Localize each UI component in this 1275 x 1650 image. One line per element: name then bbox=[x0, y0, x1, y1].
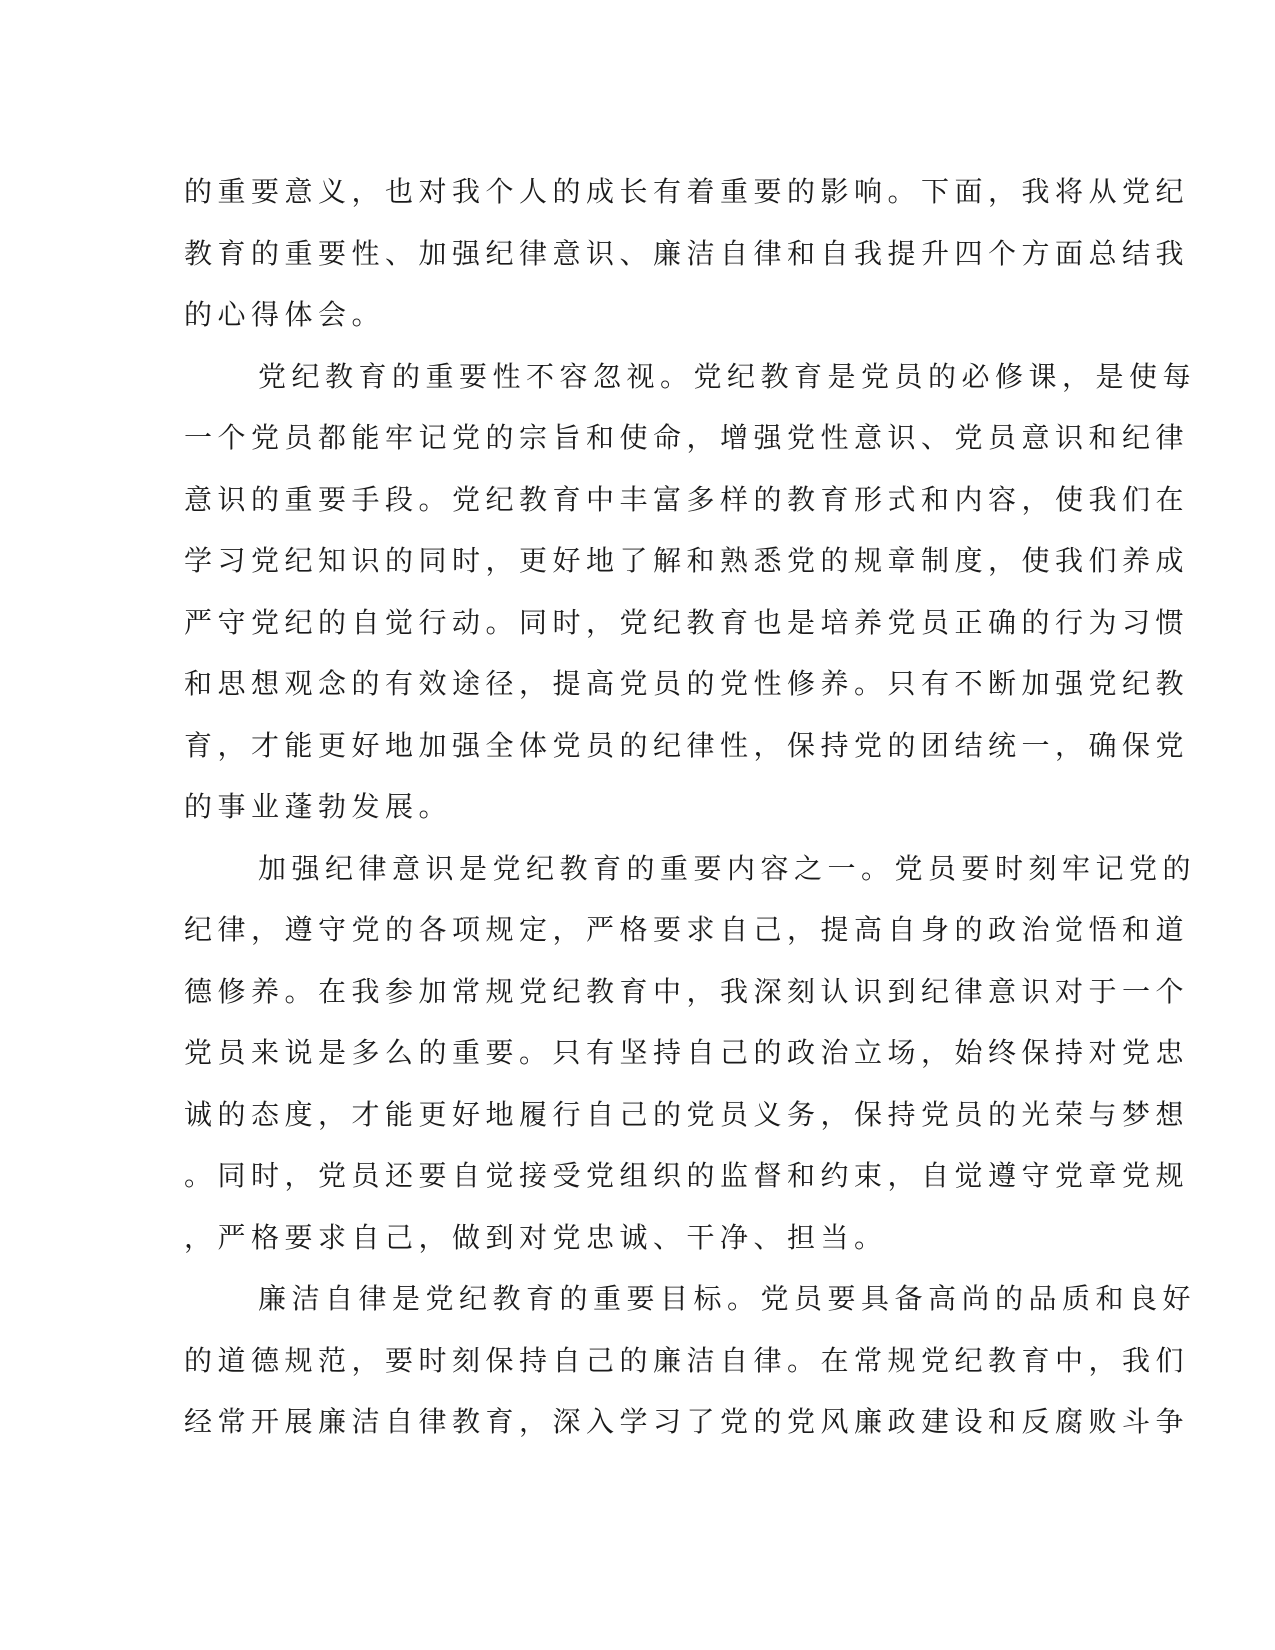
text-line: 和思想观念的有效途径，提高党员的党性修养。只有不断加强党纪教 bbox=[184, 667, 1190, 700]
text-line: 党员来说是多么的重要。只有坚持自己的政治立场，始终保持对党忠 bbox=[184, 1036, 1190, 1069]
text-line-first: 加强纪律意识是党纪教育的重要内容之一。党员要时刻牢记党的 bbox=[258, 851, 1197, 885]
text-line: 教育的重要性、加强纪律意识、廉洁自律和自我提升四个方面总结我 bbox=[184, 236, 1190, 270]
paragraph-discipline bbox=[184, 838, 1197, 1269]
text-line: 诚的态度，才能更好地履行自己的党员义务，保持党员的光荣与梦想 bbox=[184, 1097, 1190, 1131]
text-line: 严守党纪的自觉行动。同时，党纪教育也是培养党员正确的行为习惯 bbox=[184, 605, 1190, 639]
text-line: 意识的重要手段。党纪教育中丰富多样的教育形式和内容，使我们在 bbox=[184, 482, 1190, 516]
text-line: 的心得体会。 bbox=[184, 298, 386, 331]
text-line: 纪律，遵守党的各项规定，严格要求自己，提高自身的政治觉悟和道 bbox=[184, 913, 1190, 946]
text-line-first: 党纪教育的重要性不容忽视。党纪教育是党员的必修课，是使每 bbox=[258, 359, 1197, 393]
text-line: ，严格要求自己，做到对党忠诚、干净、担当。 bbox=[184, 1220, 888, 1254]
paragraph-integrity bbox=[184, 1268, 1197, 1453]
text-line: 的道德规范，要时刻保持自己的廉洁自律。在常规党纪教育中，我们 bbox=[184, 1343, 1190, 1377]
text-line: 的事业蓬勃发展。 bbox=[184, 790, 453, 823]
text-line: 德修养。在我参加常规党纪教育中，我深刻认识到纪律意识对于一个 bbox=[184, 974, 1190, 1008]
text-line: 的重要意义，也对我个人的成长有着重要的影响。下面，我将从党纪 bbox=[184, 175, 1190, 208]
paragraph-importance bbox=[184, 346, 1197, 838]
text-line: 学习党纪知识的同时，更好地了解和熟悉党的规章制度，使我们养成 bbox=[184, 544, 1190, 577]
text-line: 一个党员都能牢记党的宗旨和使命，增强党性意识、党员意识和纪律 bbox=[184, 421, 1190, 454]
text-line-first: 廉洁自律是党纪教育的重要目标。党员要具备高尚的品质和良好 bbox=[258, 1282, 1197, 1315]
text-line: 经常开展廉洁自律教育，深入学习了党的党风廉政建设和反腐败斗争 bbox=[184, 1405, 1190, 1438]
text-line: 。同时，党员还要自觉接受党组织的监督和约束，自觉遵守党章党规 bbox=[184, 1159, 1190, 1192]
text-line: 育，才能更好地加强全体党员的纪律性，保持党的团结统一，确保党 bbox=[184, 728, 1190, 762]
paragraph-intro bbox=[184, 161, 1190, 346]
document-body bbox=[184, 161, 1197, 1453]
